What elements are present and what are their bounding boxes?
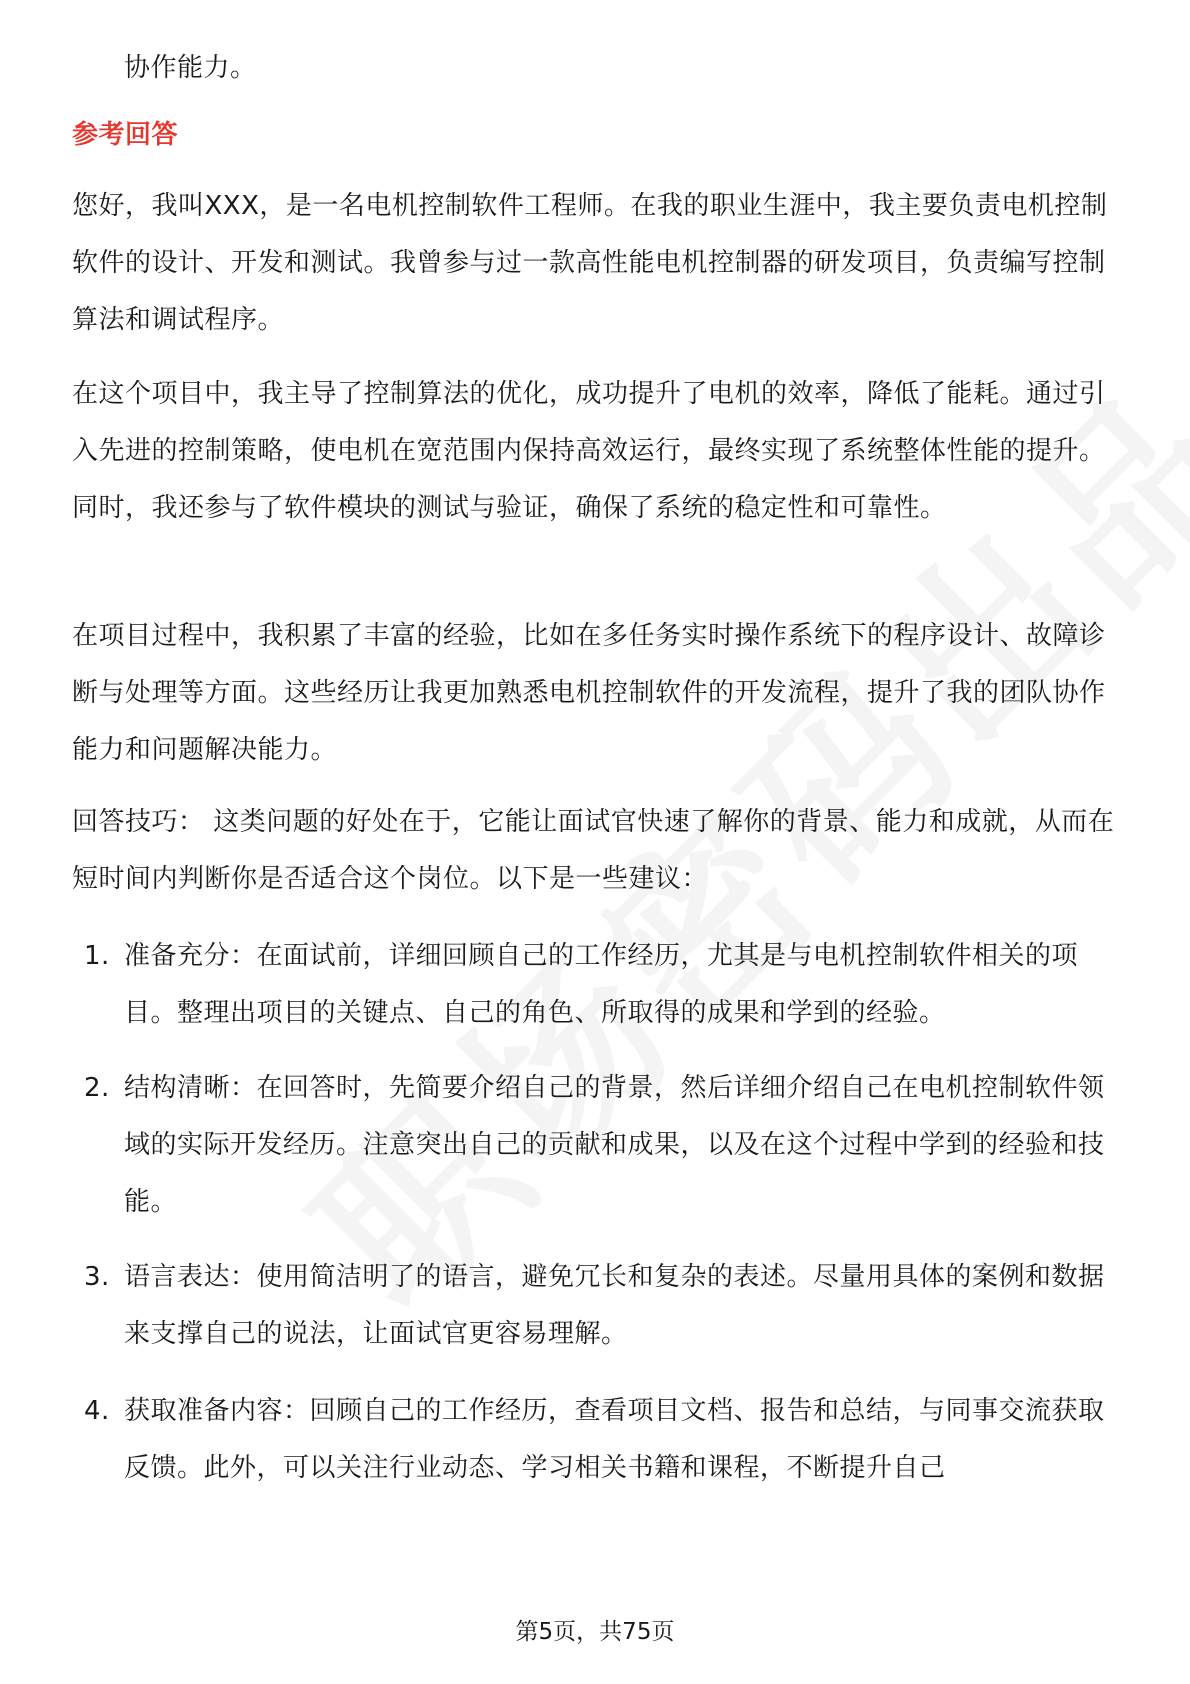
paragraph-1: 您好，我叫XXX，是一名电机控制软件工程师。在我的职业生涯中，我主要负责电机控制软件的设计、开发和测试。我曾参与过一款高性能电机控制器的研发项目，负责编写控制算法和调试程序。 xyxy=(72,191,1108,335)
paragraph-tips: 回答技巧： 这类问题的好处在于，它能让面试官快速了解你的背景、能力和成就，从而在短时间内判断你是否适合这个岗位。以下是一些建议： xyxy=(72,807,1115,894)
list-item-number: 4. xyxy=(84,1396,110,1426)
list-item-number: 2. xyxy=(84,1073,110,1103)
list-item-text: 结构清晰：在回答时，先简要介绍自己的背景，然后详细介绍自己在电机控制软件领域的实际开发经历。注意突出自己的贡献和成果，以及在这个过程中学到的经验和技能。 xyxy=(124,1073,1105,1217)
section-heading: 参考回答 xyxy=(72,120,179,150)
paragraph-3: 在项目过程中，我积累了丰富的经验，比如在多任务实时操作系统下的程序设计、故障诊断与处理等方面。这些经历让我更加熟悉电机控制软件的开发流程，提升了我的团队协作能力和问题解决能力。 xyxy=(72,621,1106,765)
list-item-text: 准备充分：在面试前，详细回顾自己的工作经历，尤其是与电机控制软件相关的项目。整理出项目的关键点、自己的角色、所取得的成果和学到的经验。 xyxy=(124,941,1079,1028)
paragraph-2: 在这个项目中，我主导了控制算法的优化，成功提升了电机的效率，降低了能耗。通过引入先进的控制策略，使电机在宽范围内保持高效运行，最终实现了系统整体性能的提升。同时，我还参与了软件模块的测试与验证，确保了系统的稳定性和可靠性。 xyxy=(72,379,1106,523)
list-item-number: 1. xyxy=(84,941,110,971)
top-fragment: 协作能力。 xyxy=(124,53,257,83)
page-number-footer: 第5页，共75页 xyxy=(515,1619,675,1645)
list-item-number: 3. xyxy=(84,1262,110,1292)
list-item-text: 语言表达：使用简洁明了的语言，避免冗长和复杂的表述。尽量用具体的案例和数据来支撑自己的说法，让面试官更容易理解。 xyxy=(124,1262,1105,1349)
list-item-text: 获取准备内容：回顾自己的工作经历，查看项目文档、报告和总结，与同事交流获取反馈。此外，可以关注行业动态、学习相关书籍和课程，不断提升自己 xyxy=(124,1396,1105,1483)
